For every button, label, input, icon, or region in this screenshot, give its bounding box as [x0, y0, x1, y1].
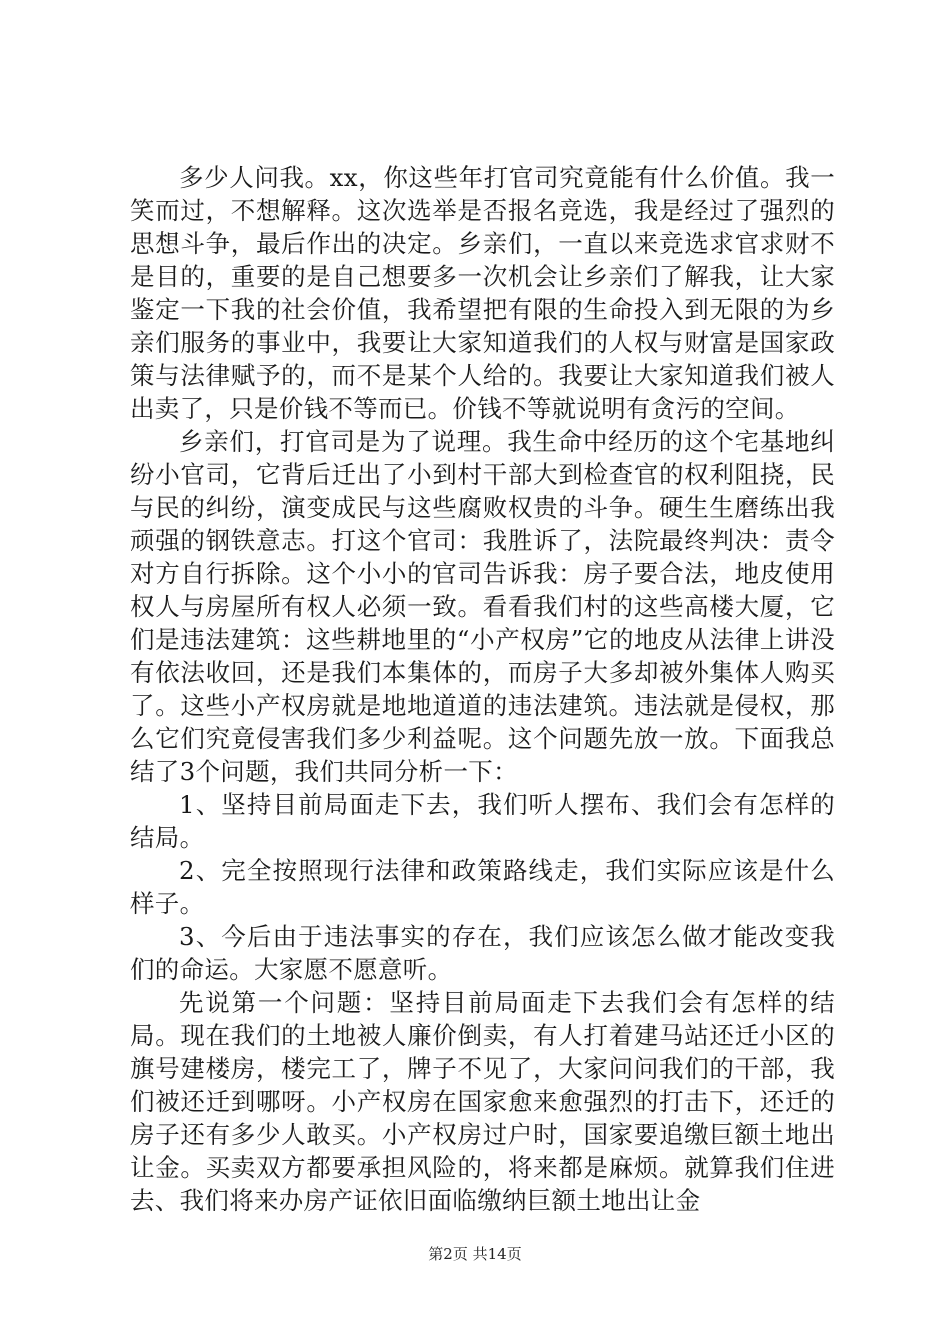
page-footer: 第2页 共14页	[428, 1245, 522, 1263]
paragraph-1: 多少人问我。xx，你这些年打官司究竟能有什么价值。我一笑而过，不想解释。这次选举是否报名竞选，我是经过了强烈的思想斗争，最后作出的决定。乡亲们，一直以来竞选求官求财不是目的，重要的是自己想要多一次机会让乡亲们了解我，让大家鉴定一下我的社会价值，我希望把有限的生命投入到无限的为乡亲们服务的事业中，我要让大家知道我们的人权与财富是国家政策与法律赋予的，而不是某个人给的。我要让大家知道我们被人出卖了，只是价钱不等而已。价钱不等就说明有贪污的空间。	[130, 163, 835, 423]
paragraph-2: 乡亲们，打官司是为了说理。我生命中经历的这个宅基地纠纷小官司，它背后迁出了小到村干部大到检查官的权利阻挠，民与民的纠纷，演变成民与这些腐败权贵的斗争。硬生生磨练出我顽强的钢铁意志。打这个官司：我胜诉了，法院最终判决：责令对方自行拆除。这个小小的官司告诉我：房子要合法，地皮使用权人与房屋所有权人必须一致。看看我们村的这些高楼大厦，它们是违法建筑：这些耕地里的“小产权房”它的地皮从法律上讲没有依法收回，还是我们本集体的，而房子大多却被外集体人购买了。这些小产权房就是地地道道的违法建筑。违法就是侵权，那么它们究竟侵害我们多少利益呢。这个问题先放一放。下面我总结了3个问题，我们共同分析一下：	[130, 427, 835, 786]
paragraph-3: 先说第一个问题：坚持目前局面走下去我们会有怎样的结局。现在我们的土地被人廉价倒卖，有人打着建马站还迁小区的旗号建楼房，楼完工了，牌子不见了，大家问问我们的干部，我们被还迁到哪呀。小产权房在国家愈来愈强烈的打击下，还迁的房子还有多少人敢买。小产权房过户时，国家要追缴巨额土地出让金。买卖双方都要承担风险的，将来都是麻烦。就算我们住进去、我们将来办房产证依旧面临缴纳巨额土地出让金	[130, 988, 835, 1215]
list-item-2: 2、完全按照现行法律和政策路线走，我们实际应该是什么样子。	[130, 856, 835, 918]
list-item-1: 1、坚持目前局面走下去，我们听人摆布、我们会有怎样的结局。	[130, 790, 835, 852]
list-item-3: 3、今后由于违法事实的存在，我们应该怎么做才能改变我们的命运。大家愿不愿意听。	[130, 922, 835, 984]
document-body	[130, 161, 835, 1217]
